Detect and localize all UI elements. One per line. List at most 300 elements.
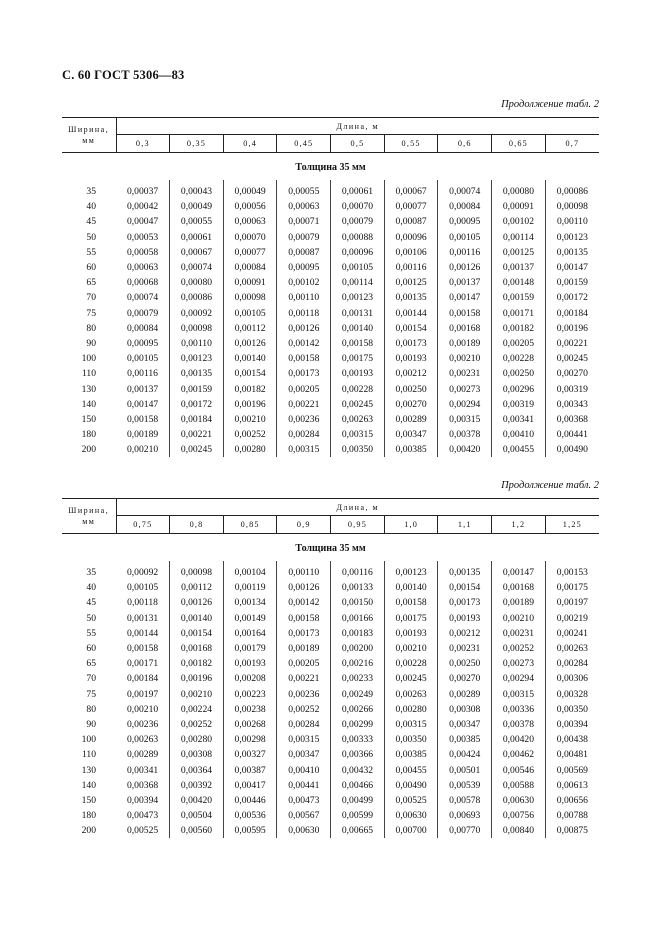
weight-cell: 0,00546	[492, 762, 546, 777]
weight-cell: 0,00499	[331, 793, 385, 808]
weight-cell: 0,00144	[384, 306, 438, 321]
weight-cell: 0,00168	[438, 321, 492, 336]
weight-cell: 0,00328	[556, 688, 588, 700]
weight-cell: 0,00067	[384, 184, 438, 199]
width-cell: 70	[86, 673, 96, 685]
table-row	[62, 702, 599, 717]
width-cell: 140	[81, 398, 96, 410]
weight-cell: 0,00106	[384, 245, 438, 260]
weight-cell: 0,00159	[492, 290, 546, 305]
weight-cell: 0,00105	[116, 580, 170, 595]
width-cell: 40	[86, 582, 96, 594]
weight-cell: 0,00252	[277, 702, 331, 717]
weight-cell: 0,00055	[277, 184, 331, 199]
weight-cell: 0,00088	[331, 230, 385, 245]
width-cell: 110	[81, 749, 96, 761]
weight-cell: 0,00147	[438, 290, 492, 305]
weight-cell: 0,00308	[438, 702, 492, 717]
weight-cell: 0,00049	[223, 184, 277, 199]
weight-cell: 0,00294	[492, 671, 546, 686]
width-cell: 80	[86, 703, 96, 715]
weight-cell: 0,00268	[223, 717, 277, 732]
weight-cell: 0,00299	[331, 717, 385, 732]
weight-cell: 0,00350	[384, 732, 438, 747]
weight-cell: 0,00196	[223, 397, 277, 412]
width-cell: 140	[81, 779, 96, 791]
weight-cell: 0,00327	[223, 747, 277, 762]
weight-cell: 0,00347	[384, 427, 438, 442]
weight-cell: 0,00087	[384, 214, 438, 229]
weight-cell: 0,00455	[384, 762, 438, 777]
weight-cell: 0,00289	[384, 412, 438, 427]
weight-cell: 0,00410	[277, 762, 331, 777]
weight-cell: 0,00173	[384, 336, 438, 351]
weight-cell: 0,00788	[556, 810, 588, 822]
weight-cell: 0,00175	[331, 351, 385, 366]
weight-cell: 0,00438	[556, 734, 588, 746]
weight-cell: 0,00263	[556, 643, 588, 655]
weight-cell: 0,00193	[223, 656, 277, 671]
width-cell: 50	[86, 612, 96, 624]
width-cell: 55	[86, 627, 96, 639]
table-row	[62, 336, 599, 351]
weight-cell: 0,00091	[492, 199, 546, 214]
weight-cell: 0,00263	[384, 687, 438, 702]
length-value-header: 0,35	[170, 135, 224, 153]
weight-cell: 0,00350	[556, 703, 588, 715]
weight-cell: 0,00164	[223, 626, 277, 641]
weight-cell: 0,00387	[223, 762, 277, 777]
weight-cell: 0,00110	[170, 336, 224, 351]
weight-cell: 0,00175	[384, 611, 438, 626]
weight-cell: 0,00042	[116, 199, 170, 214]
continuation-note: Продолжение табл. 2	[501, 480, 599, 491]
width-column-header: Ширина, мм	[62, 118, 116, 153]
weight-cell: 0,00208	[223, 671, 277, 686]
table-row	[62, 397, 599, 412]
width-cell: 180	[81, 429, 96, 441]
weight-cell: 0,00080	[170, 275, 224, 290]
width-cell: 35	[86, 186, 96, 198]
weight-cell: 0,00306	[556, 673, 588, 685]
weight-cell: 0,00079	[331, 214, 385, 229]
length-value-header: 1,25	[545, 516, 599, 534]
weight-cell: 0,00070	[331, 199, 385, 214]
weight-cell: 0,00319	[492, 397, 546, 412]
weight-cell: 0,00179	[223, 641, 277, 656]
weight-table	[62, 117, 599, 457]
table-row	[62, 427, 599, 442]
table-row	[62, 565, 599, 580]
weight-cell: 0,00105	[116, 351, 170, 366]
weight-cell: 0,00147	[492, 565, 546, 580]
weight-cell: 0,00102	[492, 214, 546, 229]
weight-cell: 0,00273	[492, 656, 546, 671]
weight-cell: 0,00221	[556, 337, 588, 349]
weight-cell: 0,00098	[223, 290, 277, 305]
weight-cell: 0,00539	[438, 778, 492, 793]
weight-cell: 0,00105	[331, 260, 385, 275]
length-value-header: 0,7	[545, 135, 599, 153]
weight-cell: 0,00378	[492, 717, 546, 732]
weight-cell: 0,00172	[170, 397, 224, 412]
weight-cell: 0,00263	[331, 412, 385, 427]
weight-cell: 0,00154	[384, 321, 438, 336]
weight-cell: 0,00154	[438, 580, 492, 595]
weight-cell: 0,00168	[170, 641, 224, 656]
weight-cell: 0,00210	[384, 641, 438, 656]
weight-cell: 0,00074	[116, 290, 170, 305]
weight-cell: 0,00315	[492, 687, 546, 702]
weight-cell: 0,00455	[492, 442, 546, 457]
weight-cell: 0,00158	[277, 611, 331, 626]
table-row	[62, 245, 599, 260]
weight-cell: 0,00102	[277, 275, 331, 290]
weight-cell: 0,00193	[438, 611, 492, 626]
weight-cell: 0,00250	[384, 381, 438, 396]
weight-cell: 0,00150	[331, 595, 385, 610]
weight-cell: 0,00221	[277, 671, 331, 686]
table-row	[62, 199, 599, 214]
weight-cell: 0,00135	[438, 565, 492, 580]
table-row	[62, 321, 599, 336]
weight-cell: 0,00182	[170, 656, 224, 671]
weight-cell: 0,00071	[277, 214, 331, 229]
table-row	[62, 184, 599, 199]
weight-cell: 0,00197	[116, 687, 170, 702]
weight-cell: 0,00140	[384, 580, 438, 595]
weight-cell: 0,00875	[556, 825, 588, 837]
weight-cell: 0,00200	[331, 641, 385, 656]
weight-cell: 0,00092	[170, 306, 224, 321]
weight-cell: 0,00084	[438, 199, 492, 214]
weight-cell: 0,00086	[556, 186, 588, 198]
weight-cell: 0,00074	[170, 260, 224, 275]
weight-cell: 0,00280	[170, 732, 224, 747]
weight-cell: 0,00137	[438, 275, 492, 290]
weight-cell: 0,00114	[331, 275, 385, 290]
weight-cell: 0,00135	[556, 246, 588, 258]
weight-cell: 0,00221	[277, 397, 331, 412]
weight-cell: 0,00159	[170, 381, 224, 396]
weight-cell: 0,00084	[223, 260, 277, 275]
length-value-header: 0,95	[331, 516, 385, 534]
length-value-header: 0,55	[384, 135, 438, 153]
width-cell: 65	[86, 277, 96, 289]
weight-cell: 0,00315	[384, 717, 438, 732]
table-row	[62, 351, 599, 366]
weight-cell: 0,00263	[116, 732, 170, 747]
weight-cell: 0,00343	[556, 398, 588, 410]
weight-cell: 0,00630	[492, 793, 546, 808]
weight-cell: 0,00236	[116, 717, 170, 732]
weight-cell: 0,00473	[116, 808, 170, 823]
weight-cell: 0,00252	[170, 717, 224, 732]
width-cell: 200	[81, 825, 96, 837]
weight-cell: 0,00656	[556, 794, 588, 806]
length-value-header: 0,8	[170, 516, 224, 534]
weight-cell: 0,00210	[492, 611, 546, 626]
weight-cell: 0,00252	[492, 641, 546, 656]
weight-cell: 0,00063	[277, 199, 331, 214]
weight-cell: 0,00273	[438, 381, 492, 396]
length-value-header: 0,3	[116, 135, 170, 153]
weight-cell: 0,00110	[277, 565, 331, 580]
weight-cell: 0,00270	[384, 397, 438, 412]
weight-cell: 0,00080	[492, 184, 546, 199]
weight-cell: 0,00068	[116, 275, 170, 290]
weight-cell: 0,00123	[331, 290, 385, 305]
weight-cell: 0,00289	[116, 747, 170, 762]
weight-cell: 0,00105	[223, 306, 277, 321]
table-row	[62, 366, 599, 381]
weight-cell: 0,00420	[170, 793, 224, 808]
weight-cell: 0,00385	[438, 732, 492, 747]
weight-cell: 0,00158	[384, 595, 438, 610]
table-row	[62, 641, 599, 656]
weight-cell: 0,00189	[492, 595, 546, 610]
page-header: С. 60 ГОСТ 5306—83	[62, 68, 185, 82]
width-cell: 60	[86, 643, 96, 655]
weight-cell: 0,00189	[277, 641, 331, 656]
weight-cell: 0,00216	[331, 656, 385, 671]
length-value-header: 0,4	[223, 135, 277, 153]
table-row	[62, 656, 599, 671]
table-row	[62, 778, 599, 793]
weight-cell: 0,00125	[384, 275, 438, 290]
weight-cell: 0,00249	[331, 687, 385, 702]
length-column-header: Длина, м	[116, 118, 599, 135]
weight-cell: 0,00158	[116, 412, 170, 427]
weight-cell: 0,00189	[116, 427, 170, 442]
width-cell: 130	[81, 383, 96, 395]
length-value-header: 0,45	[277, 135, 331, 153]
width-cell: 150	[81, 413, 96, 425]
weight-cell: 0,00250	[492, 366, 546, 381]
weight-cell: 0,00385	[384, 747, 438, 762]
weight-cell: 0,00131	[331, 306, 385, 321]
weight-cell: 0,00595	[223, 823, 277, 838]
weight-cell: 0,00223	[223, 687, 277, 702]
weight-cell: 0,00184	[556, 307, 588, 319]
table-row	[62, 717, 599, 732]
weight-cell: 0,00347	[438, 717, 492, 732]
weight-cell: 0,00086	[170, 290, 224, 305]
weight-cell: 0,00147	[556, 262, 588, 274]
weight-cell: 0,00284	[277, 717, 331, 732]
weight-cell: 0,00112	[223, 321, 277, 336]
table-row	[62, 687, 599, 702]
table-row	[62, 671, 599, 686]
weight-cell: 0,00315	[277, 442, 331, 457]
weight-cell: 0,00280	[223, 442, 277, 457]
weight-cell: 0,00067	[170, 245, 224, 260]
width-column-header: Ширина, мм	[62, 499, 116, 534]
weight-cell: 0,00250	[438, 656, 492, 671]
weight-cell: 0,00205	[492, 336, 546, 351]
weight-cell: 0,00096	[331, 245, 385, 260]
weight-cell: 0,00350	[331, 442, 385, 457]
weight-cell: 0,00245	[170, 442, 224, 457]
weight-cell: 0,00172	[556, 292, 588, 304]
weight-cell: 0,00315	[277, 732, 331, 747]
table-row	[62, 747, 599, 762]
weight-cell: 0,00079	[116, 306, 170, 321]
length-column-header: Длина, м	[116, 499, 599, 516]
length-value-header: 0,75	[116, 516, 170, 534]
weight-cell: 0,00095	[116, 336, 170, 351]
weight-cell: 0,00058	[116, 245, 170, 260]
weight-cell: 0,00424	[438, 747, 492, 762]
weight-cell: 0,00245	[384, 671, 438, 686]
weight-cell: 0,00366	[331, 747, 385, 762]
table-row	[62, 762, 599, 777]
weight-cell: 0,00043	[170, 184, 224, 199]
thickness-section-title: Толщина 35 мм	[295, 542, 366, 554]
weight-cell: 0,00228	[331, 381, 385, 396]
weight-cell: 0,00134	[223, 595, 277, 610]
weight-table	[62, 498, 599, 838]
weight-cell: 0,00077	[384, 199, 438, 214]
weight-cell: 0,00140	[170, 611, 224, 626]
weight-cell: 0,00118	[116, 595, 170, 610]
weight-cell: 0,00189	[438, 336, 492, 351]
length-value-header: 1,1	[438, 516, 492, 534]
weight-cell: 0,00319	[556, 383, 588, 395]
weight-cell: 0,00154	[223, 366, 277, 381]
weight-cell: 0,00193	[384, 626, 438, 641]
width-cell: 100	[81, 734, 96, 746]
weight-cell: 0,00394	[556, 718, 588, 730]
weight-cell: 0,00166	[331, 611, 385, 626]
weight-cell: 0,00126	[223, 336, 277, 351]
weight-cell: 0,00173	[438, 595, 492, 610]
weight-cell: 0,00158	[331, 336, 385, 351]
weight-cell: 0,00182	[492, 321, 546, 336]
weight-cell: 0,00142	[277, 595, 331, 610]
weight-cell: 0,00037	[116, 184, 170, 199]
length-value-header: 0,5	[331, 135, 385, 153]
thickness-section-title: Толщина 35 мм	[295, 161, 366, 173]
width-cell: 100	[81, 353, 96, 365]
weight-cell: 0,00599	[331, 808, 385, 823]
weight-cell: 0,00092	[116, 565, 170, 580]
weight-cell: 0,00700	[384, 823, 438, 838]
weight-cell: 0,00336	[492, 702, 546, 717]
weight-cell: 0,00630	[277, 823, 331, 838]
weight-cell: 0,00432	[331, 762, 385, 777]
weight-cell: 0,00392	[170, 778, 224, 793]
width-cell: 45	[86, 216, 96, 228]
weight-cell: 0,00296	[492, 381, 546, 396]
width-cell: 70	[86, 292, 96, 304]
weight-cell: 0,00182	[223, 381, 277, 396]
weight-cell: 0,00063	[223, 214, 277, 229]
table-row	[62, 732, 599, 747]
weight-cell: 0,00087	[277, 245, 331, 260]
weight-cell: 0,00116	[116, 366, 170, 381]
width-cell: 60	[86, 262, 96, 274]
weight-cell: 0,00098	[170, 565, 224, 580]
weight-cell: 0,00210	[223, 412, 277, 427]
weight-cell: 0,00394	[116, 793, 170, 808]
weight-cell: 0,00063	[116, 260, 170, 275]
weight-cell: 0,00613	[556, 779, 588, 791]
weight-cell: 0,00270	[438, 671, 492, 686]
weight-cell: 0,00210	[116, 702, 170, 717]
table-row	[62, 611, 599, 626]
weight-cell: 0,00056	[223, 199, 277, 214]
weight-cell: 0,00252	[223, 427, 277, 442]
weight-cell: 0,00095	[277, 260, 331, 275]
table-row	[62, 442, 599, 457]
weight-cell: 0,00159	[556, 277, 588, 289]
weight-cell: 0,00231	[438, 641, 492, 656]
weight-cell: 0,00193	[331, 366, 385, 381]
weight-cell: 0,00079	[277, 230, 331, 245]
weight-cell: 0,00196	[170, 671, 224, 686]
weight-cell: 0,00074	[438, 184, 492, 199]
weight-cell: 0,00095	[438, 214, 492, 229]
weight-cell: 0,00116	[384, 260, 438, 275]
weight-cell: 0,00096	[384, 230, 438, 245]
weight-cell: 0,00294	[438, 397, 492, 412]
weight-cell: 0,00126	[170, 595, 224, 610]
width-cell: 75	[86, 307, 96, 319]
table-row	[62, 306, 599, 321]
weight-cell: 0,00770	[438, 823, 492, 838]
weight-cell: 0,00114	[492, 230, 546, 245]
weight-cell: 0,00098	[556, 201, 588, 213]
weight-cell: 0,00567	[277, 808, 331, 823]
width-cell: 90	[86, 718, 96, 730]
width-cell: 130	[81, 764, 96, 776]
weight-cell: 0,00131	[116, 611, 170, 626]
weight-cell: 0,00142	[277, 336, 331, 351]
weight-cell: 0,00236	[277, 687, 331, 702]
weight-cell: 0,00061	[170, 230, 224, 245]
weight-cell: 0,00560	[170, 823, 224, 838]
weight-cell: 0,00175	[556, 582, 588, 594]
table-row	[62, 823, 599, 838]
width-cell: 90	[86, 337, 96, 349]
weight-cell: 0,00210	[170, 687, 224, 702]
weight-cell: 0,00125	[492, 245, 546, 260]
weight-cell: 0,00135	[170, 366, 224, 381]
width-cell: 200	[81, 444, 96, 456]
weight-cell: 0,00205	[277, 656, 331, 671]
width-cell: 35	[86, 567, 96, 579]
weight-cell: 0,00315	[438, 412, 492, 427]
weight-cell: 0,00630	[384, 808, 438, 823]
weight-cell: 0,00536	[223, 808, 277, 823]
table-row	[62, 412, 599, 427]
table-row	[62, 381, 599, 396]
weight-cell: 0,00378	[438, 427, 492, 442]
weight-cell: 0,00270	[556, 368, 588, 380]
weight-cell: 0,00104	[223, 565, 277, 580]
weight-cell: 0,00123	[170, 351, 224, 366]
weight-cell: 0,00410	[492, 427, 546, 442]
weight-cell: 0,00153	[556, 567, 588, 579]
weight-cell: 0,00245	[556, 353, 588, 365]
weight-cell: 0,00147	[116, 397, 170, 412]
weight-cell: 0,00133	[331, 580, 385, 595]
weight-cell: 0,00148	[492, 275, 546, 290]
weight-cell: 0,00110	[556, 216, 588, 228]
weight-cell: 0,00047	[116, 214, 170, 229]
width-cell: 50	[86, 231, 96, 243]
